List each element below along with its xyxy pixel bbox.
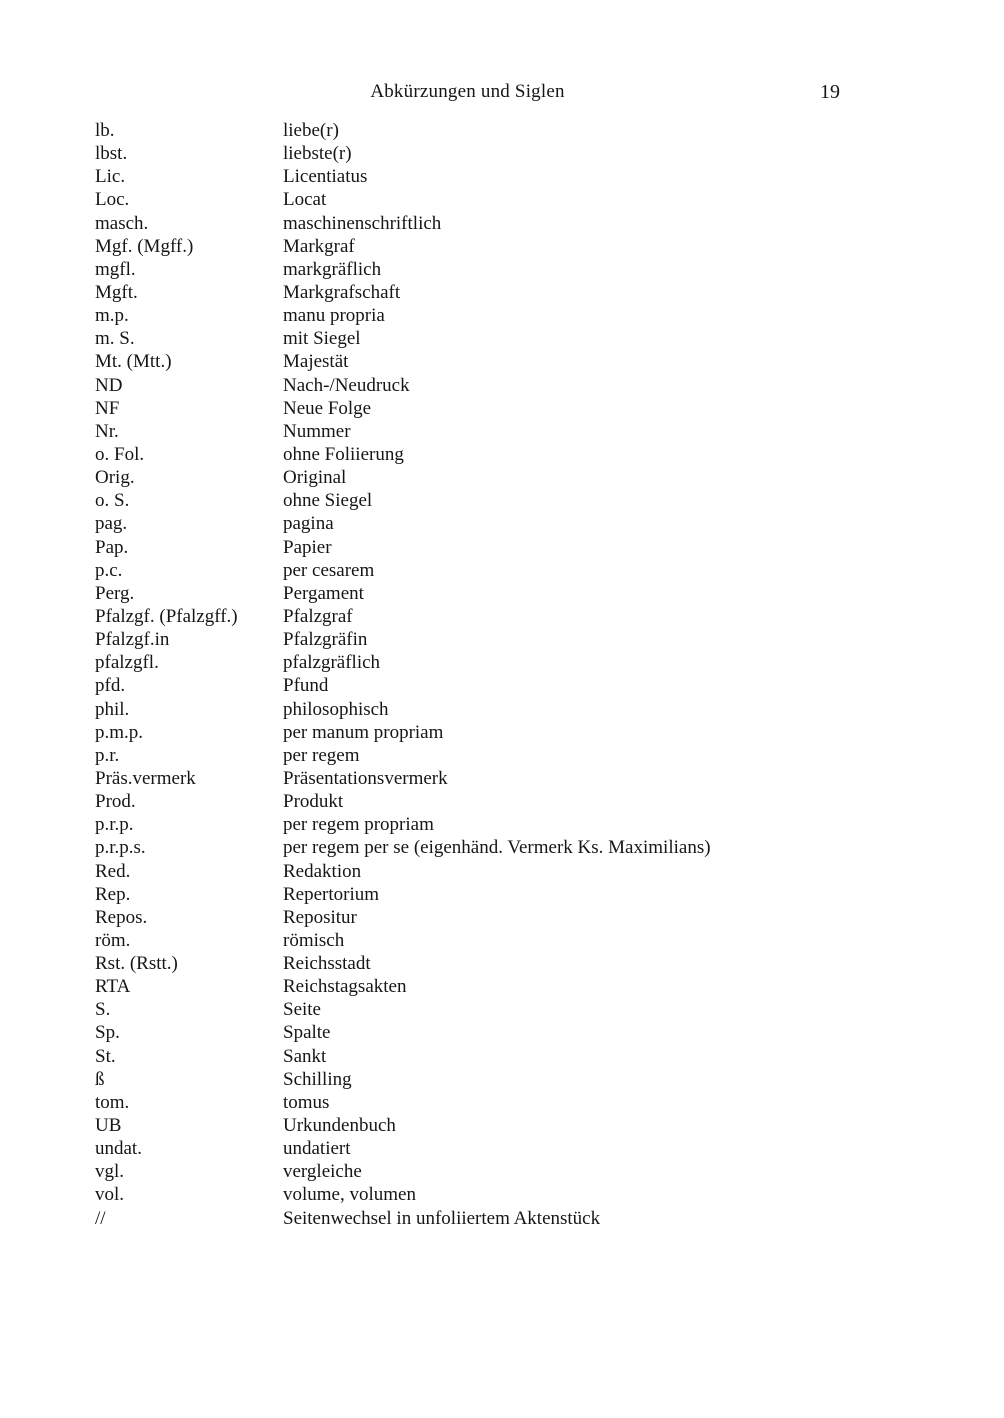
meaning: Nach-/Neudruck — [283, 374, 410, 396]
abbreviation: Pap. — [95, 536, 129, 558]
abbreviation-row — [95, 836, 915, 859]
abbreviation-row — [95, 1114, 915, 1137]
abbreviation-row — [95, 188, 915, 211]
abbreviation: Prod. — [95, 791, 136, 813]
abbreviation: p.r. — [95, 744, 120, 766]
abbreviation: tom. — [95, 1091, 130, 1113]
abbreviation: pfalzgfl. — [95, 652, 159, 674]
abbreviation-row — [95, 1091, 915, 1114]
abbreviation: Präs.vermerk — [95, 767, 196, 789]
abbreviation-row — [95, 536, 915, 559]
abbreviation: p.r.p. — [95, 814, 134, 836]
abbreviation-row — [95, 304, 915, 327]
abbreviation-row — [95, 327, 915, 350]
abbreviation: vol. — [95, 1184, 125, 1206]
abbreviation-row — [95, 1045, 915, 1068]
abbreviation-row — [95, 1183, 915, 1206]
abbreviation-row — [95, 397, 915, 420]
abbreviation: p.m.p. — [95, 721, 144, 743]
abbreviation: Red. — [95, 860, 131, 882]
abbreviation-row — [95, 767, 915, 790]
abbreviation-row — [95, 813, 915, 836]
abbreviation: röm. — [95, 929, 131, 951]
meaning: Majestät — [283, 351, 349, 373]
abbreviation: p.c. — [95, 559, 123, 581]
meaning: per regem propriam — [283, 814, 434, 836]
abbreviation-row — [95, 258, 915, 281]
meaning: Licentiatus — [283, 166, 368, 188]
abbreviation-row — [95, 420, 915, 443]
abbreviation-row — [95, 721, 915, 744]
meaning: volume, volumen — [283, 1184, 416, 1206]
abbreviation: Mgft. — [95, 281, 138, 303]
page-header — [95, 80, 840, 104]
meaning: römisch — [283, 929, 345, 951]
abbreviation: RTA — [95, 976, 131, 998]
abbreviation-row — [95, 605, 915, 628]
meaning: Pfalzgraf — [283, 605, 353, 627]
abbreviation: ß — [95, 1068, 105, 1090]
abbreviation-row — [95, 559, 915, 582]
meaning: Pfalzgräfin — [283, 629, 368, 651]
abbreviation: mgfl. — [95, 258, 136, 280]
abbreviation-row — [95, 744, 915, 767]
meaning: liebe(r) — [283, 120, 339, 141]
abbreviation: Repos. — [95, 906, 148, 928]
abbreviation: o. S. — [95, 490, 130, 512]
abbreviation: masch. — [95, 212, 149, 234]
meaning: pfalzgräflich — [283, 652, 381, 674]
meaning: Sankt — [283, 1045, 327, 1067]
abbreviation: Loc. — [95, 189, 130, 211]
abbreviation: Lic. — [95, 166, 126, 188]
meaning: per regem — [283, 744, 360, 766]
abbreviation-row — [95, 165, 915, 188]
meaning: Locat — [283, 189, 327, 211]
abbreviation-row — [95, 790, 915, 813]
abbreviation: o. Fol. — [95, 443, 145, 465]
abbreviation: Pfalzgf. (Pfalzgff.) — [95, 605, 238, 627]
abbreviation: p.r.p.s. — [95, 837, 146, 859]
abbreviation-row — [95, 883, 915, 906]
meaning: Repertorium — [283, 883, 380, 905]
meaning: Markgrafschaft — [283, 281, 401, 303]
abbreviation-row — [95, 350, 915, 373]
abbreviation-row — [95, 119, 915, 142]
abbreviation: Rep. — [95, 883, 131, 905]
meaning: liebste(r) — [283, 143, 352, 165]
abbreviation: pfd. — [95, 675, 126, 697]
meaning: philosophisch — [283, 698, 389, 720]
abbreviation: lb. — [95, 120, 115, 141]
meaning: Schilling — [283, 1068, 352, 1090]
meaning: Neue Folge — [283, 397, 372, 419]
meaning: ohne Foliierung — [283, 443, 404, 465]
meaning: Produkt — [283, 791, 344, 813]
meaning: markgräflich — [283, 258, 382, 280]
meaning: Seitenwechsel in unfoliiertem Aktenstück — [283, 1207, 601, 1229]
meaning: Original — [283, 467, 347, 489]
abbreviation-row — [95, 1207, 915, 1230]
abbreviation-row — [95, 952, 915, 975]
abbreviation: St. — [95, 1045, 116, 1067]
abbreviation-row — [95, 651, 915, 674]
abbreviation-row — [95, 1068, 915, 1091]
meaning: Nummer — [283, 420, 351, 442]
meaning: Urkundenbuch — [283, 1115, 396, 1137]
meaning: pagina — [283, 513, 334, 535]
abbreviation: lbst. — [95, 143, 128, 165]
abbreviation-row — [95, 582, 915, 605]
abbreviation: Mgf. (Mgff.) — [95, 235, 194, 257]
running-head: Abkürzungen und Siglen — [370, 81, 565, 102]
meaning: Papier — [283, 536, 332, 558]
meaning: Repositur — [283, 906, 357, 928]
abbreviation: m. S. — [95, 328, 135, 350]
abbreviation: S. — [95, 999, 111, 1021]
abbreviation-row — [95, 1137, 915, 1160]
abbreviation: m.p. — [95, 305, 129, 327]
abbreviation: Orig. — [95, 467, 135, 489]
abbreviation-row — [95, 235, 915, 258]
meaning: manu propria — [283, 305, 385, 327]
abbreviation: Rst. (Rstt.) — [95, 953, 178, 975]
meaning: Redaktion — [283, 860, 362, 882]
abbreviation: Nr. — [95, 420, 119, 442]
meaning: Markgraf — [283, 235, 355, 257]
meaning: Pfund — [283, 675, 329, 697]
abbreviation: Perg. — [95, 582, 135, 604]
abbreviation: UB — [95, 1115, 122, 1137]
abbreviation-row — [95, 998, 915, 1021]
abbreviation: phil. — [95, 698, 130, 720]
abbreviation-row — [95, 674, 915, 697]
meaning: Seite — [283, 999, 321, 1021]
meaning: vergleiche — [283, 1161, 362, 1183]
abbreviation: pag. — [95, 513, 128, 535]
abbreviation-row — [95, 1021, 915, 1044]
abbreviation-row — [95, 860, 915, 883]
meaning: Reichsstadt — [283, 953, 371, 975]
meaning: Reichstagsakten — [283, 976, 407, 998]
meaning: tomus — [283, 1091, 330, 1113]
abbreviation-row — [95, 374, 915, 397]
abbreviation-row — [95, 906, 915, 929]
abbreviation-row — [95, 142, 915, 165]
meaning: Präsentationsvermerk — [283, 767, 448, 789]
abbreviation: Mt. (Mtt.) — [95, 351, 172, 373]
abbreviation: NF — [95, 397, 120, 419]
abbreviation-row — [95, 512, 915, 535]
meaning: Spalte — [283, 1022, 331, 1044]
abbreviation-row — [95, 212, 915, 235]
page-number: 19 — [820, 81, 840, 103]
meaning: mit Siegel — [283, 328, 361, 350]
abbreviation-row — [95, 489, 915, 512]
abbreviation-row — [95, 443, 915, 466]
abbreviation: // — [95, 1207, 106, 1229]
abbreviation: vgl. — [95, 1161, 125, 1183]
meaning: ohne Siegel — [283, 490, 373, 512]
abbreviation-row — [95, 628, 915, 651]
abbreviation-row — [95, 1160, 915, 1183]
abbreviation: Pfalzgf.in — [95, 629, 170, 651]
meaning: Pergament — [283, 582, 364, 604]
meaning: per cesarem — [283, 559, 375, 581]
abbreviation-list — [95, 119, 915, 1230]
meaning: undatiert — [283, 1138, 351, 1160]
abbreviation: undat. — [95, 1138, 142, 1160]
meaning: maschinenschriftlich — [283, 212, 442, 234]
abbreviation-row — [95, 929, 915, 952]
abbreviation-row — [95, 698, 915, 721]
abbreviation-row — [95, 281, 915, 304]
abbreviation-row — [95, 466, 915, 489]
abbreviation: ND — [95, 374, 123, 396]
meaning: per manum propriam — [283, 721, 444, 743]
meaning: per regem per se (eigenhänd. Vermerk Ks. Maximilians) — [283, 837, 711, 859]
abbreviation: Sp. — [95, 1022, 120, 1044]
abbreviation-row — [95, 975, 915, 998]
